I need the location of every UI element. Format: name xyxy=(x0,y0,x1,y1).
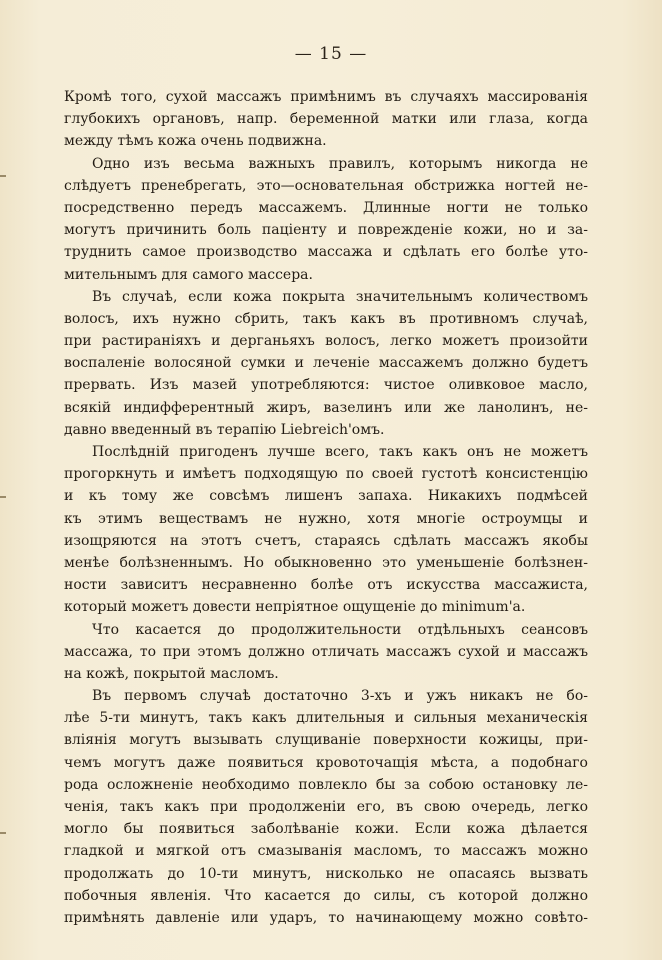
text-line: прогоркнуть и имѣетъ подходящую по своей густотѣ консистенцію xyxy=(64,466,588,483)
text-line: изощряются на этотъ счетъ, стараясь сдѣлать массажъ якобы xyxy=(64,532,588,549)
text-line: прервать. Изъ мазей употребляются: чистое оливковое масло, xyxy=(64,377,588,394)
text-line: при растираніяхъ и дерганьяхъ волосъ, легко можетъ произойти xyxy=(64,333,588,350)
text-line: Одно изъ весьма важныхъ правилъ, которымъ никогда не xyxy=(92,155,588,172)
text-line: Послѣдній пригоденъ лучше всего, такъ какъ онъ не можетъ xyxy=(92,444,588,460)
text-line: Что касается до продолжительности отдѣльныхъ сеансовъ xyxy=(92,621,588,638)
text-line: ченія, такъ какъ при продолженіи его, въ свою очередь, легко xyxy=(64,799,588,815)
text-line: ности зависитъ несравненно болѣе отъ искусства массажиста, xyxy=(64,577,588,594)
text-line: рода осложненіе необходимо повлекло бы за собою остановку ле- xyxy=(64,776,588,793)
page-number: — 15 — xyxy=(294,44,368,64)
text-line: могутъ причинить боль паціенту и поврежденіе кожи, но и за- xyxy=(64,222,588,239)
margin-tick xyxy=(0,496,6,498)
text-line: Въ первомъ случаѣ достаточно 3-хъ и ужъ никакъ не бо- xyxy=(92,688,588,705)
text-line: труднить самое производство массажа и сдѣлать его болѣе уто- xyxy=(64,244,588,261)
text-line: и къ тому же совсѣмъ лишенъ запаха. Никакихъ подмѣсей xyxy=(64,488,588,505)
text-line: Въ случаѣ, если кожа покрыта значительнымъ количествомъ xyxy=(92,288,588,305)
text-line: гладкой и мягкой отъ смазыванія масломъ, то массажъ можно xyxy=(64,843,588,860)
text-line: всякій индифферентный жиръ, вазелинъ или же ланолинъ, не- xyxy=(64,399,588,416)
text-line: глубокихъ органовъ, напр. беременной матки или глаза, когда xyxy=(64,111,588,128)
text-line: побочныя явленія. Что касается до силы, съ которой должно xyxy=(64,887,588,904)
text-line: могло бы появиться заболѣваніе кожи. Если кожа дѣлается xyxy=(64,821,588,838)
text-line: Кромѣ того, сухой массажъ примѣнимъ въ случаяхъ массированія xyxy=(64,89,588,105)
text-line: къ этимъ веществамъ не нужно, хотя многіе остроумцы и xyxy=(64,510,588,527)
text-line: менѣе болѣзненнымъ. Но обыкновенно это уменьшеніе болѣзнен- xyxy=(64,554,588,571)
text-line: воспаленіе волосяной сумки и леченіе массажемъ должно будетъ xyxy=(64,355,588,372)
text-line: массажа, то при этомъ должно отличать массажъ сухой и массажъ xyxy=(64,643,588,660)
body-text xyxy=(64,86,588,929)
text-line: примѣнять давленіе или ударъ, то начинающему можно совѣто- xyxy=(64,909,588,926)
text-line: лѣе 5-ти минутъ, такъ какъ длительныя и сильныя механическія xyxy=(64,710,588,727)
text-line: вліянія могутъ вызывать слущиваніе поверхности кожицы, при- xyxy=(64,732,588,749)
margin-tick xyxy=(0,175,6,177)
text-line: давно введенный въ терапію Liebreich'омъ. xyxy=(64,421,385,438)
text-line: мительнымъ для самого массера. xyxy=(64,266,313,283)
text-line: волосъ, ихъ нужно сбрить, такъ какъ въ противномъ случаѣ, xyxy=(64,310,588,327)
text-line: на кожѣ, покрытой масломъ. xyxy=(64,665,279,682)
text-line: который можетъ довести непріятное ощущеніе до minimum'a. xyxy=(64,599,526,616)
margin-tick xyxy=(0,832,6,834)
text-line: посредственно передъ массажемъ. Длинные ногти не только xyxy=(64,199,588,216)
text-line: чемъ могутъ даже появиться кровоточащія мѣста, а подобнаго xyxy=(64,754,588,771)
text-line: между тѣмъ кожа очень подвижна. xyxy=(64,133,327,150)
text-line: продолжать до 10-ти минутъ, нисколько не опасаясь вызвать xyxy=(64,865,588,882)
text-line: слѣдуетъ пренебрегать, это—основательная обстрижка ногтей не- xyxy=(64,177,588,194)
